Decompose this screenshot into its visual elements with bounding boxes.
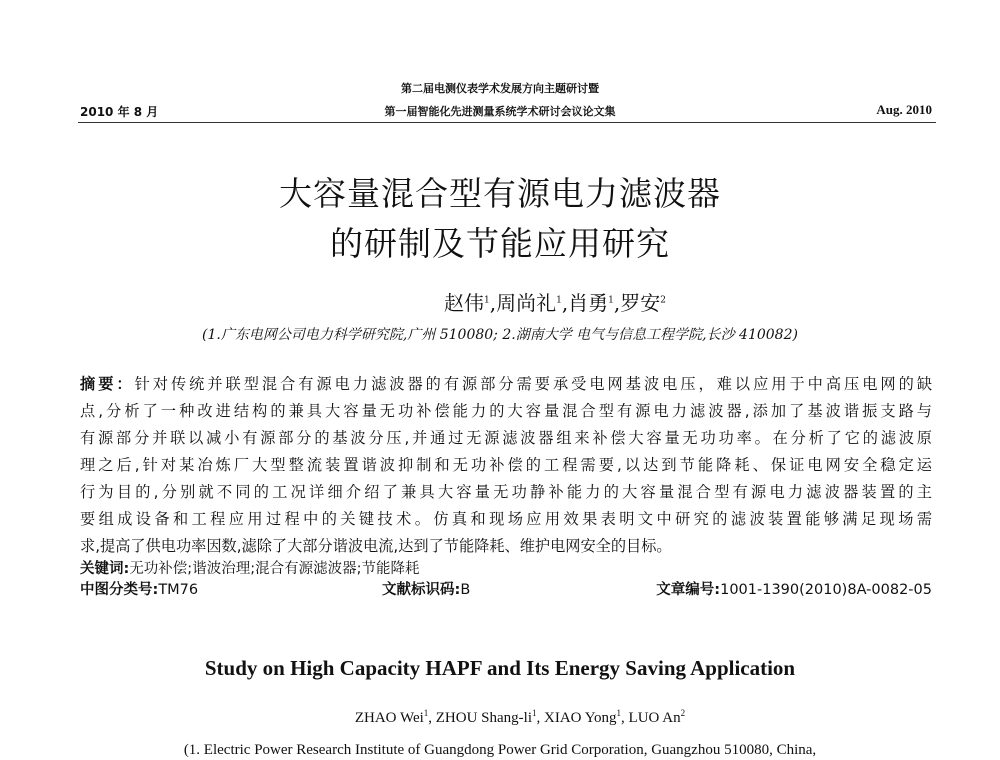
abstract-line: 点,分析了一种改进结构的兼具大容量无功补偿能力的大容量混合型有源电力滤波器,添加了基波谐振支路与 [80, 402, 932, 420]
document-code: 文献标识码:B [382, 582, 471, 598]
author: 罗安$^2$ [620, 291, 666, 315]
abstract-line: 有源部分并联以减小有源部分的基波分压,并通过无源滤波器组来补偿大容量无功功率。在分析了它的滤波原 [80, 429, 932, 447]
title-cn-line1: 大容量混合型有源电力滤波器 [279, 174, 721, 213]
abstract-label: 摘要： [80, 375, 135, 393]
author: ZHAO Wei$^1$, [354, 708, 436, 726]
date-en: Aug. 2010 [876, 102, 932, 117]
conference-title-line1: 第二届电测仪表学术发展方向主题研讨暨 [401, 82, 599, 95]
affiliation-en: (1. Electric Power Research Institute of Guangdong Power Grid Corporation, Guangzhou 510080, China, [183, 742, 817, 758]
article-number: 文章编号:1001-1390(2010)8A-0082-05 [656, 582, 932, 598]
header-rule [78, 122, 936, 123]
author: 肖勇$^1$, [568, 291, 621, 315]
title-cn-line2: 的研制及节能应用研究 [330, 224, 670, 263]
title-en: Study on High Capacity HAPF and Its Energy Saving Application [204, 656, 796, 680]
abstract-line: 摘要：针对传统并联型混合有源电力滤波器的有源部分需要承受电网基波电压，难以应用于中高压电网的缺 [80, 375, 933, 393]
abstract-line: 求,提高了供电功率因数,滤除了大部分谐波电流,达到了节能降耗、维护电网安全的目标。 [80, 537, 672, 555]
date-cn: 2010 年 8 月 [80, 105, 159, 119]
abstract-line: 理之后,针对某冶炼厂大型整流装置谐波抑制和无功补偿的工程需要,以达到节能降耗、保证电网安全稳定运 [80, 456, 932, 474]
authors-cn [0, 287, 1000, 316]
keywords: 关键词:无功补偿;谐波治理;混合有源滤波器;节能降耗 [80, 561, 420, 577]
authors-en [0, 708, 1000, 727]
author: LUO An$^2$ [628, 708, 686, 726]
classification-number: 中图分类号:TM76 [80, 582, 199, 598]
conference-title-line2: 第一届智能化先进测量系统学术研讨会议论文集 [384, 105, 616, 118]
affiliation-cn: (1.广东电网公司电力科学研究院,广州 510080; 2.湖南大学 电气与信息工程学院,长沙 410082) [202, 327, 798, 343]
author: ZHOU Shang-$li^1$, [435, 708, 545, 726]
author: 周尚礼$^1$, [496, 291, 569, 315]
author: 赵伟$^1$, [443, 291, 497, 315]
abstract-line: 要组成设备和工程应用过程中的关键技术。仿真和现场应用效果表明文中研究的滤波装置能够满足现场需 [80, 510, 932, 528]
abstract-line: 行为目的,分别就不同的工况详细介绍了兼具大容量无功静补能力的大容量混合型有源电力滤波器装置的主 [80, 483, 932, 501]
author: XIAO Yong$^1$, [544, 708, 629, 726]
